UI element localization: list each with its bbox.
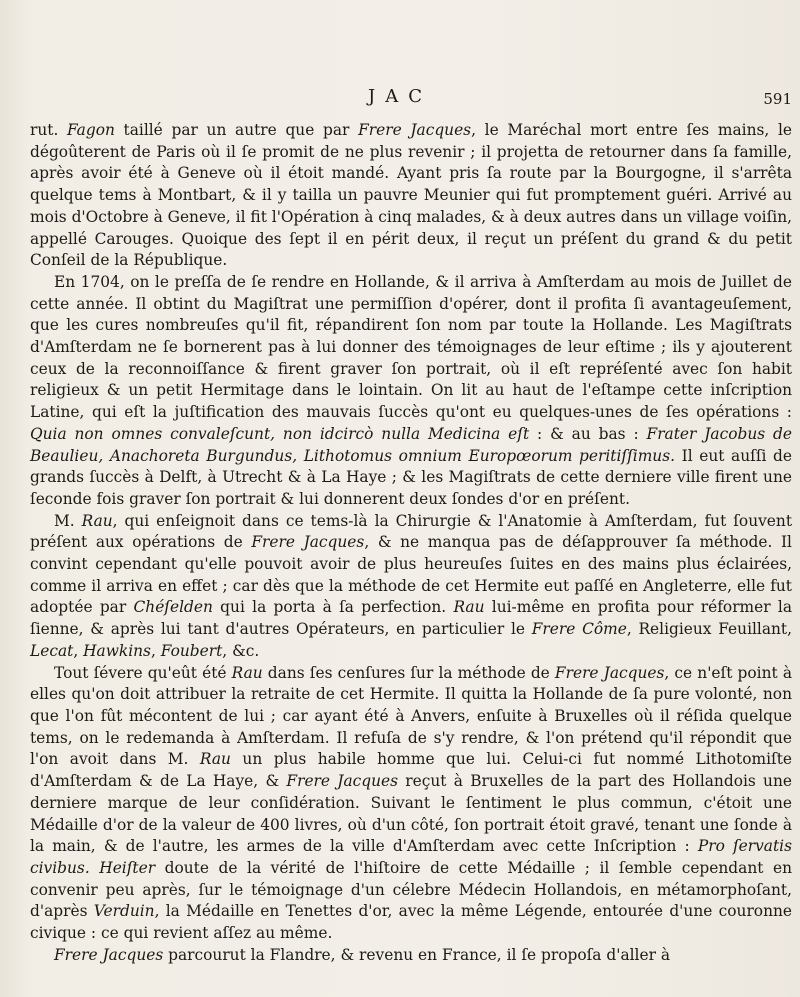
italic-run: Hawkins: [83, 641, 151, 660]
italic-run: Frere Jacques: [358, 121, 472, 139]
italic-run: Foubert: [160, 641, 223, 660]
italic-run: Fagon: [67, 121, 115, 139]
italic-run: Frater Jacobus de Beaulieu, Anachoreta Burgundus, Lithotomus omnium Europœorum peritiſſimus.: [30, 424, 792, 465]
text-run: : & au bas :: [529, 424, 647, 443]
italic-run: Pro ſervatis civibus.: [30, 837, 792, 877]
text-run: En 1704, on le preſſa de ſe rendre en Hollande, & il arriva à Amſterdam au mois de Juillet de cette année. Il obtint du Magiſtrat une permiſſion d'opérer, dont il profita ſi avantageuſement, que les cures nombreuſes qu'il fit, répandirent ſon nom par toute la Hollande. Les Magiſtrats d'Amſterdam ne ſe bornerent pas à lui donner des témoignages de leur eſtime ; ils y ajouterent ceux de la reconnoiſſance & firent graver ſon portrait, où il eſt repréſenté avec ſon habit religieux & un petit Hermitage dans le lointain. On lit au haut de l'eſtampe cette inſcription Latine, qui eſt la juſtification des mauvais ſuccès qu'ont eu quelques-unes de ſes opérations :: [30, 272, 792, 422]
italic-run: Frere Jacques: [554, 663, 665, 682]
text-run: , qui enſeignoit dans ce tems-là la Chirurgie & l'Anatomie à Amſterdam, fut ſouvent préſent aux opérations de: [30, 511, 793, 552]
text-run: ,: [150, 641, 161, 660]
italic-run: Rau: [199, 750, 231, 769]
italic-run: Heiſter: [99, 858, 156, 877]
paragraph: [30, 120, 792, 272]
italic-run: Rau: [231, 663, 263, 682]
text-run: , &c.: [222, 641, 260, 660]
italic-run: Verduin: [93, 902, 155, 921]
text-run: lui-même en profita pour réformer la ſienne, & après lui tant d'autres Opérateurs, en particulier le: [30, 598, 792, 639]
text-run: doute de la vérité de l'hiſtoire de cette Médaille ; il ſemble cependant en convenir peu après, ſur le témoignage d'un célebre Médecin Hollandois, en métamorphoſant, d'après: [30, 858, 792, 921]
body-text: [30, 120, 792, 966]
page-number: 591: [763, 90, 792, 108]
text-run: Tout ſévere qu'eût été: [54, 663, 232, 682]
paragraph: [30, 272, 792, 511]
running-head: JAC: [368, 86, 432, 107]
text-run: , le Maréchal mort entre ſes mains, le dégoûterent de Paris où il ſe promit de ne plus revenir ; il projetta de retourner dans ſa famille, après avoir été à Geneve où il étoit mandé. Ayant pris ſa route par la Bourgogne, il s'arrêta quelque tems à Montbart, & il y tailla un pauvre Meunier qui fut promptement guéri. Arrivé au mois d'Octobre à Geneve, il fit l'Opération à cinq malades, & à deux autres dans un village voiſin, appellé Carouges. Quoique des ſept il en périt deux, il reçut un préſent du grand & du petit Conſeil de la République.: [30, 121, 792, 270]
text-run: dans ſes cenſures ſur la méthode de: [262, 663, 555, 682]
text-run: M.: [54, 511, 82, 530]
paragraph: [30, 945, 792, 967]
italic-run: Rau: [81, 511, 113, 530]
text-run: qui la porta à ſa perfection.: [212, 598, 454, 617]
text-run: Il eut auſſi de grands ſuccès à Delft, à Utrecht & à La Haye ; & les Magiſtrats de cette derniere ville firent une ſeconde fois graver ſon portrait & lui donnerent deux ſondes d'or en préſent.: [30, 446, 792, 508]
italic-run: Chéſelden: [133, 598, 213, 617]
italic-run: Lecat: [30, 641, 74, 660]
text-run: taillé par un autre que par: [114, 121, 359, 139]
text-run: , la Médaille en Tenettes d'or, avec la même Légende, entourée d'une couronne civique : ce qui revient aſſez au même.: [30, 902, 793, 943]
paragraph: [30, 663, 792, 945]
text-run: , Religieux Feuillant,: [626, 620, 793, 639]
text-run: , ce n'eſt point à elles qu'on doit attribuer la retraite de cet Hermite. Il quitta la Hollande de ſa pure volonté, non que l'on fût mécontent de lui ; car ayant été à Anvers, enſuite à Bruxelles où il réſida quelque tems, on le redemanda à Amſterdam. Il refuſa de s'y rendre, & l'on prétend qu'il répondit que l'on avoit dans M.: [30, 663, 792, 769]
italic-run: Frere Jacques: [251, 533, 365, 552]
italic-run: Quia non omnes convaleſcunt, non idcircò nulla Medicina eſt: [30, 424, 530, 443]
paragraph: [30, 511, 792, 663]
italic-run: Frere Jacques: [286, 772, 399, 791]
italic-run: Frere Côme: [531, 620, 627, 639]
italic-run: Frere Jacques: [54, 945, 164, 964]
italic-run: Rau: [453, 598, 485, 617]
text-run: , & ne manqua pas de déſapprouver ſa méthode. Il convint cependant qu'elle pouvoit avoir de plus heureuſes ſuites en des mains plus éclairées, comme il arriva en effet ; car dès que la méthode de cet Hermite eut paſſé en Angleterre, elle fut adoptée par: [30, 533, 792, 617]
text-run: un plus habile homme que lui. Celui-ci fut nommé Lithotomiſte d'Amſterdam & de La Haye, &: [30, 750, 792, 791]
text-run: rut.: [30, 121, 68, 139]
text-run: [90, 859, 100, 877]
text-run: reçut à Bruxelles de la part des Hollandois une derniere marque de leur conſidération. Suivant le ſentiment le plus commun, c'étoit une Médaille d'or de la valeur de 400 livres, où d'un côté, ſon portrait étoit gravé, tenant une ſonde à la main, & de l'autre, les armes de la ville d'Amſterdam avec cette Inſcription :: [30, 772, 792, 856]
text-run: ,: [73, 641, 84, 660]
text-run: parcourut la Flandre, & revenu en France, il ſe propoſa d'aller à: [163, 945, 671, 964]
